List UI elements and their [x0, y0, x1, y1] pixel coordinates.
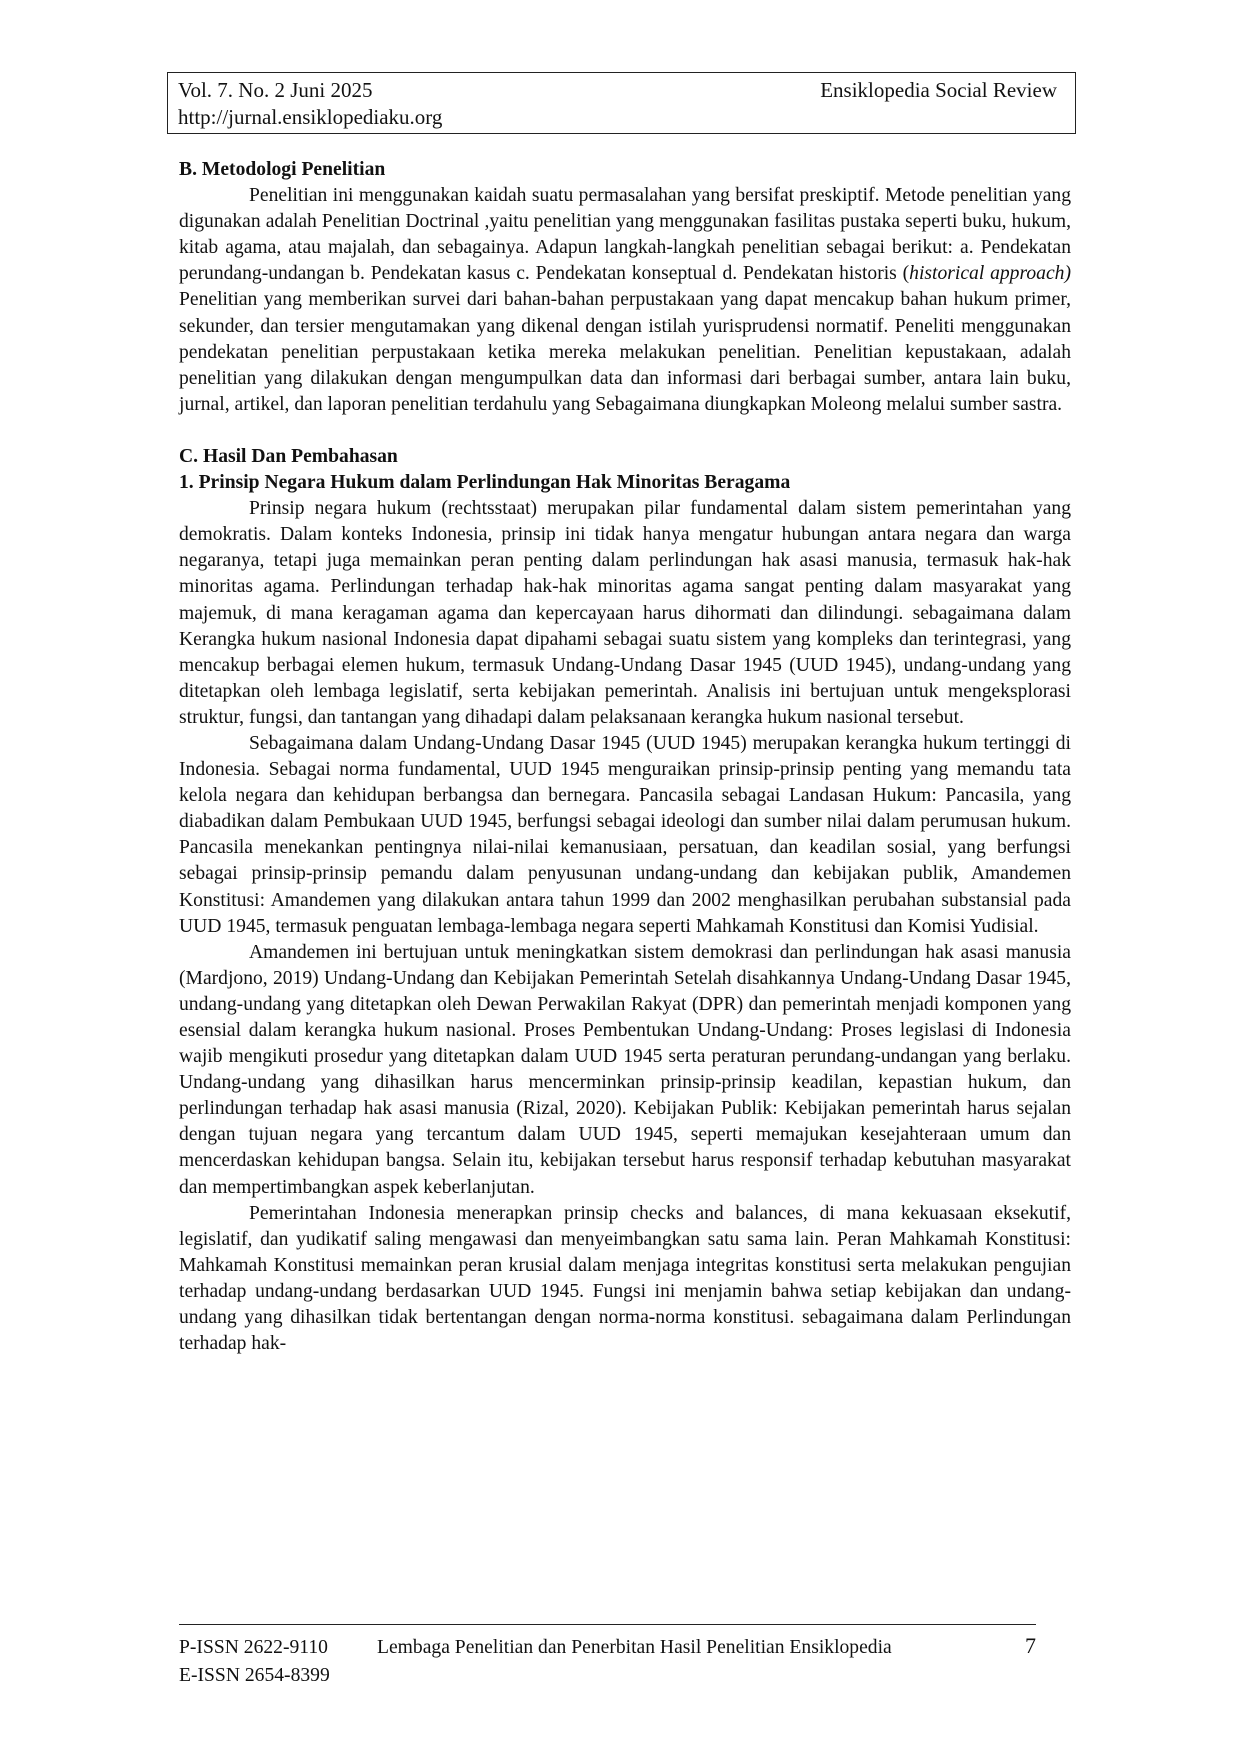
running-header — [167, 72, 1076, 134]
subsection-heading: 1. Prinsip Negara Hukum dalam Perlindungan Hak Minoritas Beragama — [179, 472, 791, 494]
article-body — [179, 157, 1071, 1357]
section-heading-results: C. Hasil Dan Pembahasan — [179, 445, 398, 467]
p-issn: P-ISSN 2622-9110 — [179, 1637, 328, 1658]
paragraph-text: Penelitian yang memberikan survei dari bahan-bahan perpustakaan yang dapat mencakup bahan hukum primer, sekunder, dan tersier mengutamakan yang dikenal dengan istilah yurisprudensi normatif. Peneliti menggunakan pendekatan penelitian perpustakaan ketika mereka melakukan penelitian. Penelitian kepustakaan, adalah penelitian yang dilakukan dengan mengumpulkan data dan informasi dari berbagai sumber, antara lain buku, jurnal, artikel, dan laporan penelitian terdahulu yang Sebagaimana diungkapkan Moleong melalui sumber sastra. — [179, 289, 1071, 415]
paragraph-results-4: Pemerintahan Indonesia menerapkan prinsip checks and balances, di mana kekuasaan eksekutif, legislatif, dan yudikatif saling mengawasi dan menyeimbangkan satu sama lain. Peran Mahkamah Konstitusi: Mahkamah Konstitusi memainkan peran krusial dalam menjaga integritas konstitusi serta melakukan pengujian terhadap undang-undang berdasarkan UUD 1945. Fungsi ini menjamin bahwa setiap kebijakan dan undang-undang yang dihasilkan tidak bertentangan dengan norma-norma konstitusi. sebagaimana dalam Perlindungan terhadap hak- — [179, 1202, 1071, 1355]
e-issn: E-ISSN 2654-8399 — [179, 1665, 330, 1686]
page-footer — [179, 1632, 1036, 1690]
section-heading-methodology: B. Metodologi Penelitian — [179, 159, 386, 180]
page-number: 7 — [1025, 1633, 1036, 1658]
section-spacer — [179, 418, 1071, 444]
journal-name: Ensiklopedia Social Review — [820, 78, 1057, 102]
paragraph-results-2: Sebagaimana dalam Undang-Undang Dasar 1945 (UUD 1945) merupakan kerangka hukum tertinggi di Indonesia. Sebagai norma fundamental, UUD 1945 menguraikan prinsip-prinsip penting yang memandu tata kelola negara dan kehidupan berbangsa dan bernegara. Pancasila sebagai Landasan Hukum: Pancasila, yang diabadikan dalam Pembukaan UUD 1945, berfungsi sebagai ideologi dan sumber nilai dalam perumusan hukum. Pancasila menekankan pentingnya nilai-nilai kemanusiaan, persatuan, dan keadilan sosial, yang berfungsi sebagai prinsip-prinsip pemandu dalam penyusunan undang-undang dan kebijakan publik, Amandemen Konstitusi: Amandemen yang dilakukan antara tahun 1999 dan 2002 menghasilkan perubahan substansial pada UUD 1945, termasuk penguatan lembaga-lembaga negara seperti Mahkamah Konstitusi dan Komisi Yudisial. — [179, 732, 1071, 937]
italic-term: historical approach) — [909, 263, 1071, 285]
journal-url: http://jurnal.ensiklopediaku.org — [178, 105, 443, 129]
footer-divider — [179, 1624, 1036, 1625]
paragraph-text: Penelitian ini menggunakan kaidah suatu permasalahan yang bersifat preskiptif. Metode penelitian yang digunakan adalah Penelitian Doctrinal ,yaitu penelitian yang menggunakan fasilitas pustaka seperti buku, hukum, kitab agama, atau majalah, dan sebagainya. Adapun langkah-langkah penelitian sebagai berikut: a. Pendekatan perundang-undangan b. Pendekatan kasus c. Pendekatan konseptual d. Pendekatan historis ( — [179, 185, 1071, 285]
paragraph-methodology — [179, 183, 1071, 418]
paragraph-results-3: Amandemen ini bertujuan untuk meningkatkan sistem demokrasi dan perlindungan hak asasi manusia (Mardjono, 2019) Undang-Undang dan Kebijakan Pemerintah Setelah disahkannya Undang-Undang Dasar 1945, undang-undang yang ditetapkan oleh Dewan Perwakilan Rakyat (DPR) dan pemerintah menjadi komponen yang esensial dalam kerangka hukum nasional. Proses Pembentukan Undang-Undang: Proses legislasi di Indonesia wajib mengikuti prosedur yang ditetapkan dalam UUD 1945 serta peraturan perundang-undangan yang berlaku. Undang-undang yang dihasilkan harus mencerminkan prinsip-prinsip keadilan, kepastian hukum, dan perlindungan terhadap hak asasi manusia (Rizal, 2020). Kebijakan Publik: Kebijakan pemerintah harus sejalan dengan tujuan negara yang tercantum dalam UUD 1945, seperti memajukan kesejahteraan umum dan mencerdaskan kehidupan bangsa. Selain itu, kebijakan tersebut harus responsif terhadap kebutuhan masyarakat dan mempertimbangkan aspek keberlanjutan. — [179, 941, 1071, 1198]
paragraph-results-1: Prinsip negara hukum (rechtsstaat) merupakan pilar fundamental dalam sistem pemerintahan yang demokratis. Dalam konteks Indonesia, prinsip ini tidak hanya mengatur hubungan antara negara dan warga negaranya, tetapi juga memainkan peran penting dalam perlindungan hak asasi manusia, termasuk hak-hak minoritas agama. Perlindungan terhadap hak-hak minoritas agama sangat penting dalam masyarakat yang majemuk, di mana keragaman agama dan kepercayaan harus dihormati dan dilindungi. sebagaimana dalam Kerangka hukum nasional Indonesia dapat dipahami sebagai suatu sistem yang kompleks dan terintegrasi, yang mencakup berbagai elemen hukum, termasuk Undang-Undang Dasar 1945 (UUD 1945), undang-undang yang ditetapkan oleh lembaga legislatif, serta kebijakan pemerintah. Analisis ini bertujuan untuk mengeksplorasi struktur, fungsi, dan tantangan yang dihadapi dalam pelaksanaan kerangka hukum nasional tersebut. — [179, 498, 1071, 728]
publisher-institution: Lembaga Penelitian dan Penerbitan Hasil Penelitian Ensiklopedia — [377, 1637, 892, 1658]
volume-info: Vol. 7. No. 2 Juni 2025 — [178, 78, 373, 102]
